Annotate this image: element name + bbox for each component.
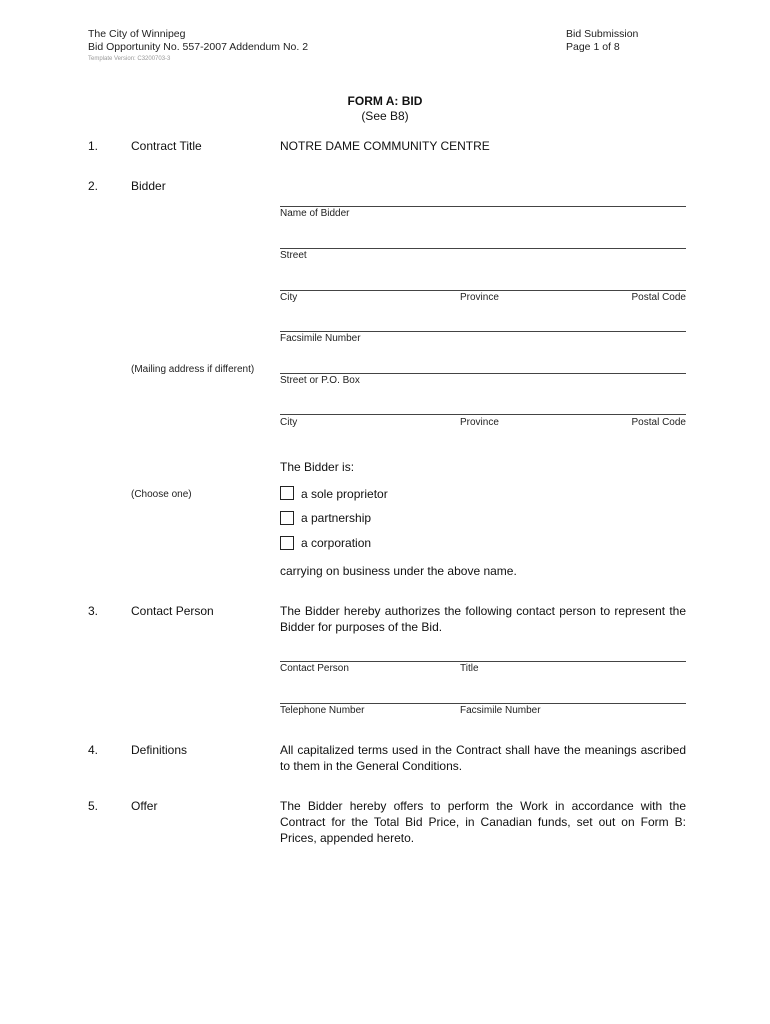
province-label-2: Province	[460, 417, 499, 428]
section-4-number: 4.	[88, 743, 99, 757]
offer-text: The Bidder hereby offers to perform the Work in accordance with the Contract for the Total Bid Price, in Canadian funds, set out on Form B: Prices, appended hereto.	[280, 799, 686, 845]
section-1-number: 1.	[88, 139, 99, 153]
city-province-postal-line[interactable]	[280, 290, 686, 291]
city-province-postal-line-2[interactable]	[280, 414, 686, 415]
section-3-label: Contact Person	[131, 604, 214, 618]
contact-facsimile-label: Facsimile Number	[460, 705, 541, 716]
section-1-label: Contract Title	[131, 139, 202, 153]
header-bid-opportunity: Bid Opportunity No. 557-2007 Addendum No. 2	[88, 41, 309, 53]
sole-proprietor-label: a sole proprietor	[301, 487, 388, 501]
province-label: Province	[460, 292, 499, 303]
contract-title-value: NOTRE DAME COMMUNITY CENTRE	[280, 139, 490, 153]
section-2-label: Bidder	[131, 179, 166, 193]
contact-person-label: Contact Person	[280, 663, 349, 674]
header-city: The City of Winnipeg	[88, 28, 186, 40]
city-label: City	[280, 292, 298, 303]
contact-person-title-line[interactable]	[280, 661, 686, 662]
section-5-label: Offer	[131, 799, 158, 813]
street-po-line[interactable]	[280, 373, 686, 374]
partnership-label: a partnership	[301, 511, 372, 525]
header-page: Page 1 of 8	[566, 41, 620, 53]
mailing-address-note: (Mailing address if different)	[131, 364, 255, 375]
section-3-number: 3.	[88, 604, 99, 618]
form-subtitle: (See B8)	[361, 109, 409, 123]
sole-proprietor-checkbox[interactable]	[280, 486, 294, 500]
definitions-text: All capitalized terms used in the Contract shall have the meanings ascribed to them in the General Conditions.	[280, 743, 686, 773]
bidder-name-label: Name of Bidder	[280, 208, 350, 219]
street-label: Street	[280, 250, 307, 261]
bidder-name-line[interactable]	[280, 206, 686, 207]
section-2-number: 2.	[88, 179, 99, 193]
form-title: FORM A: BID	[347, 94, 423, 108]
partnership-checkbox[interactable]	[280, 511, 294, 525]
facsimile-line[interactable]	[280, 331, 686, 332]
bidder-is-label: The Bidder is:	[280, 460, 355, 474]
corporation-label: a corporation	[301, 536, 372, 550]
telephone-facsimile-line[interactable]	[280, 703, 686, 704]
header-bid-submission: Bid Submission	[566, 28, 639, 40]
carrying-on-business-text: carrying on business under the above name.	[280, 564, 517, 578]
title-label: Title	[460, 663, 479, 674]
facsimile-label: Facsimile Number	[280, 333, 361, 344]
street-line[interactable]	[280, 248, 686, 249]
postal-code-label-2: Postal Code	[631, 417, 686, 428]
header-right	[566, 28, 638, 54]
section-4-label: Definitions	[131, 743, 188, 757]
corporation-checkbox[interactable]	[280, 536, 294, 550]
postal-code-label: Postal Code	[631, 292, 686, 303]
telephone-number-label: Telephone Number	[280, 705, 365, 716]
street-po-label: Street or P.O. Box	[280, 375, 360, 386]
template-version: Template Version: C3200703-3	[88, 56, 171, 62]
city-label-2: City	[280, 417, 298, 428]
contact-person-text: The Bidder hereby authorizes the following contact person to represent the Bidder for purposes of the Bid.	[280, 604, 686, 634]
header-left	[88, 28, 308, 54]
choose-one-note: (Choose one)	[131, 489, 192, 500]
section-5-number: 5.	[88, 799, 99, 813]
